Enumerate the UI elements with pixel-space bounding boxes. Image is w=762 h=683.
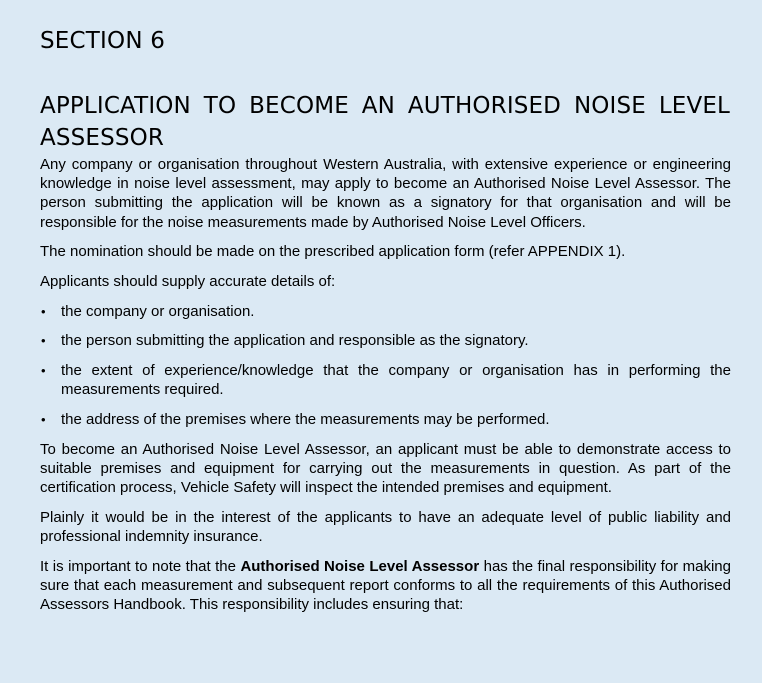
- responsibility-paragraph: [40, 557, 731, 615]
- list-item: [40, 361, 731, 399]
- list-item-text: the company or organisation.: [61, 302, 255, 320]
- list-item-text: the extent of experience/knowledge that the company or organisation has in performing the measurements required.: [61, 362, 731, 399]
- page-title: APPLICATION TO BECOME AN AUTHORISED NOISE LEVEL ASSESSOR: [40, 93, 730, 151]
- list-item-text: the person submitting the application and responsible as the signatory.: [61, 332, 529, 350]
- become-paragraph: To become an Authorised Noise Level Assessor, an applicant must be able to demonstrate access to suitable premises and equipment for carrying out the measurements in question. As part of the certification process, Vehicle Safety will inspect the intended premises and equipment.: [40, 440, 731, 497]
- responsibility-text-end: has the final responsibility for making sure that each measurement and subsequent report conforms to all the requirements of this Authorised Assessors Handbook. This responsibility includes ensuring that:: [40, 557, 731, 614]
- body-content: [40, 155, 731, 625]
- bullet-icon: •: [41, 363, 46, 379]
- nomination-paragraph: The nomination should be made on the prescribed application form (refer APPENDIX 1).: [40, 243, 626, 261]
- bullet-icon: •: [41, 303, 46, 319]
- bullet-icon: •: [41, 412, 46, 428]
- responsibility-bold-term: Authorised Noise Level Assessor: [240, 557, 480, 575]
- supply-paragraph: Applicants should supply accurate details of:: [40, 273, 336, 291]
- intro-paragraph: Any company or organisation throughout Western Australia, with extensive experience or engineering knowledge in noise level assessment, may apply to become an Authorised Noise Level Assessor. The person submitting the application will be known as a signatory for that organisation and will be responsible for the noise measurements made by Authorised Noise Level Officers.: [40, 156, 731, 231]
- details-list: [40, 302, 731, 430]
- insurance-paragraph: Plainly it would be in the interest of the applicants to have an adequate level of public liability and professional indemnity insurance.: [40, 508, 731, 546]
- responsibility-text-start: It is important to note that the: [40, 557, 241, 575]
- list-item: [40, 410, 731, 429]
- bullet-icon: •: [41, 333, 46, 349]
- list-item-text: the address of the premises where the measurements may be performed.: [61, 411, 550, 429]
- list-item: [40, 331, 731, 350]
- section-label: SECTION 6: [40, 28, 166, 54]
- list-item: [40, 302, 731, 321]
